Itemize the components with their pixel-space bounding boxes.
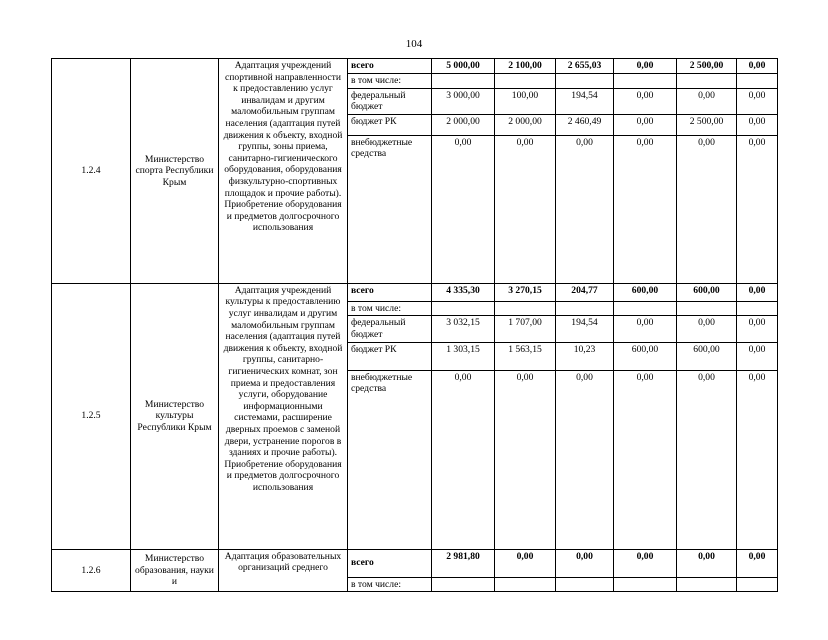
amount-cell: 0,00 [432, 370, 495, 549]
amount-cell: 1 303,15 [432, 342, 495, 370]
amount-cell: 0,00 [737, 135, 778, 283]
amount-cell: 2 000,00 [432, 114, 495, 135]
table-row [52, 549, 778, 577]
amount-cell [556, 301, 614, 316]
amount-cell: 0,00 [677, 88, 737, 114]
amount-cell: 204,77 [556, 283, 614, 301]
amount-cell: 0,00 [737, 88, 778, 114]
amount-cell: 0,00 [614, 135, 677, 283]
item-number: 1.2.6 [52, 549, 131, 592]
amount-cell: 0,00 [737, 283, 778, 301]
amount-cell [432, 577, 495, 592]
amount-cell: 5 000,00 [432, 59, 495, 74]
funding-source: внебюджетные средства [348, 135, 432, 283]
table-row [52, 283, 778, 301]
amount-cell [737, 74, 778, 89]
amount-cell: 600,00 [677, 283, 737, 301]
amount-cell: 0,00 [432, 135, 495, 283]
amount-cell: 0,00 [556, 549, 614, 577]
amount-cell: 0,00 [677, 549, 737, 577]
amount-cell: 194,54 [556, 88, 614, 114]
table-row [52, 59, 778, 74]
amount-cell [737, 301, 778, 316]
amount-cell: 0,00 [737, 316, 778, 342]
amount-cell: 2 981,80 [432, 549, 495, 577]
amount-cell: 2 655,03 [556, 59, 614, 74]
amount-cell: 0,00 [495, 549, 556, 577]
item-number: 1.2.4 [52, 59, 131, 284]
amount-cell: 0,00 [677, 316, 737, 342]
amount-cell: 3 032,15 [432, 316, 495, 342]
amount-cell [432, 301, 495, 316]
amount-cell: 600,00 [614, 283, 677, 301]
funding-source: в том числе: [348, 577, 432, 592]
page-number: 104 [405, 38, 423, 50]
amount-cell: 0,00 [556, 370, 614, 549]
amount-cell: 0,00 [737, 342, 778, 370]
amount-cell [495, 74, 556, 89]
amount-cell [432, 74, 495, 89]
amount-cell: 0,00 [495, 135, 556, 283]
funding-source: всего [348, 59, 432, 74]
amount-cell: 0,00 [556, 135, 614, 283]
item-number: 1.2.5 [52, 283, 131, 549]
amount-cell: 2 460,49 [556, 114, 614, 135]
amount-cell: 0,00 [614, 114, 677, 135]
amount-cell: 0,00 [495, 370, 556, 549]
amount-cell: 4 335,30 [432, 283, 495, 301]
funding-source: бюджет РК [348, 342, 432, 370]
amount-cell [737, 577, 778, 592]
amount-cell [495, 301, 556, 316]
amount-cell: 0,00 [614, 88, 677, 114]
item-description: Адаптация учреждений культуры к предоставлению услуг инвалидам и другим маломобильным группам населения (адаптация путей движения к объекту, входной группы, санитарно-гигиенических комнат, зон приема и предоставления услуги, оборудование информационными системами, расширение дверных проемов с заменой двери, устранение порогов в зданиях и прочие работы). Приобретение оборудования и предметов долгосрочного использования [219, 283, 348, 549]
amount-cell: 0,00 [737, 59, 778, 74]
amount-cell: 2 500,00 [677, 114, 737, 135]
amount-cell: 2 000,00 [495, 114, 556, 135]
funding-source: всего [348, 283, 432, 301]
amount-cell: 600,00 [614, 342, 677, 370]
amount-cell: 100,00 [495, 88, 556, 114]
amount-cell: 0,00 [614, 59, 677, 74]
amount-cell: 3 000,00 [432, 88, 495, 114]
amount-cell [556, 577, 614, 592]
item-description: Адаптация образовательных организаций среднего [219, 549, 348, 592]
funding-source: федеральный бюджет [348, 88, 432, 114]
amount-cell: 0,00 [677, 370, 737, 549]
amount-cell [614, 74, 677, 89]
amount-cell: 0,00 [737, 549, 778, 577]
amount-cell: 0,00 [614, 316, 677, 342]
amount-cell: 0,00 [614, 549, 677, 577]
funding-source: всего [348, 549, 432, 577]
amount-cell: 0,00 [677, 135, 737, 283]
amount-cell: 0,00 [737, 114, 778, 135]
amount-cell: 2 500,00 [677, 59, 737, 74]
funding-source: в том числе: [348, 301, 432, 316]
amount-cell: 0,00 [614, 370, 677, 549]
amount-cell: 10,23 [556, 342, 614, 370]
budget-table [51, 58, 778, 592]
amount-cell [677, 74, 737, 89]
ministry-name: Министерство образования, науки и [131, 549, 219, 592]
amount-cell [495, 577, 556, 592]
amount-cell [677, 577, 737, 592]
item-description: Адаптация учреждений спортивной направленности к предоставлению услуг инвалидам и другим маломобильным группам населения (адаптация путей движения к объекту, входной группы, зоны приема, санитарно-гигиенического оборудования, оборудования физкультурно-спортивных площадок и прочие работы). Приобретение оборудования и предметов долгосрочного использования [219, 59, 348, 284]
ministry-name: Министерство спорта Республики Крым [131, 59, 219, 284]
funding-source: федеральный бюджет [348, 316, 432, 342]
amount-cell: 3 270,15 [495, 283, 556, 301]
amount-cell: 194,54 [556, 316, 614, 342]
amount-cell [614, 301, 677, 316]
amount-cell: 2 100,00 [495, 59, 556, 74]
funding-source: внебюджетные средства [348, 370, 432, 549]
amount-cell [556, 74, 614, 89]
amount-cell: 1 563,15 [495, 342, 556, 370]
funding-source: в том числе: [348, 74, 432, 89]
amount-cell: 0,00 [737, 370, 778, 549]
funding-source: бюджет РК [348, 114, 432, 135]
amount-cell: 600,00 [677, 342, 737, 370]
amount-cell [677, 301, 737, 316]
ministry-name: Министерство культуры Республики Крым [131, 283, 219, 549]
amount-cell [614, 577, 677, 592]
amount-cell: 1 707,00 [495, 316, 556, 342]
